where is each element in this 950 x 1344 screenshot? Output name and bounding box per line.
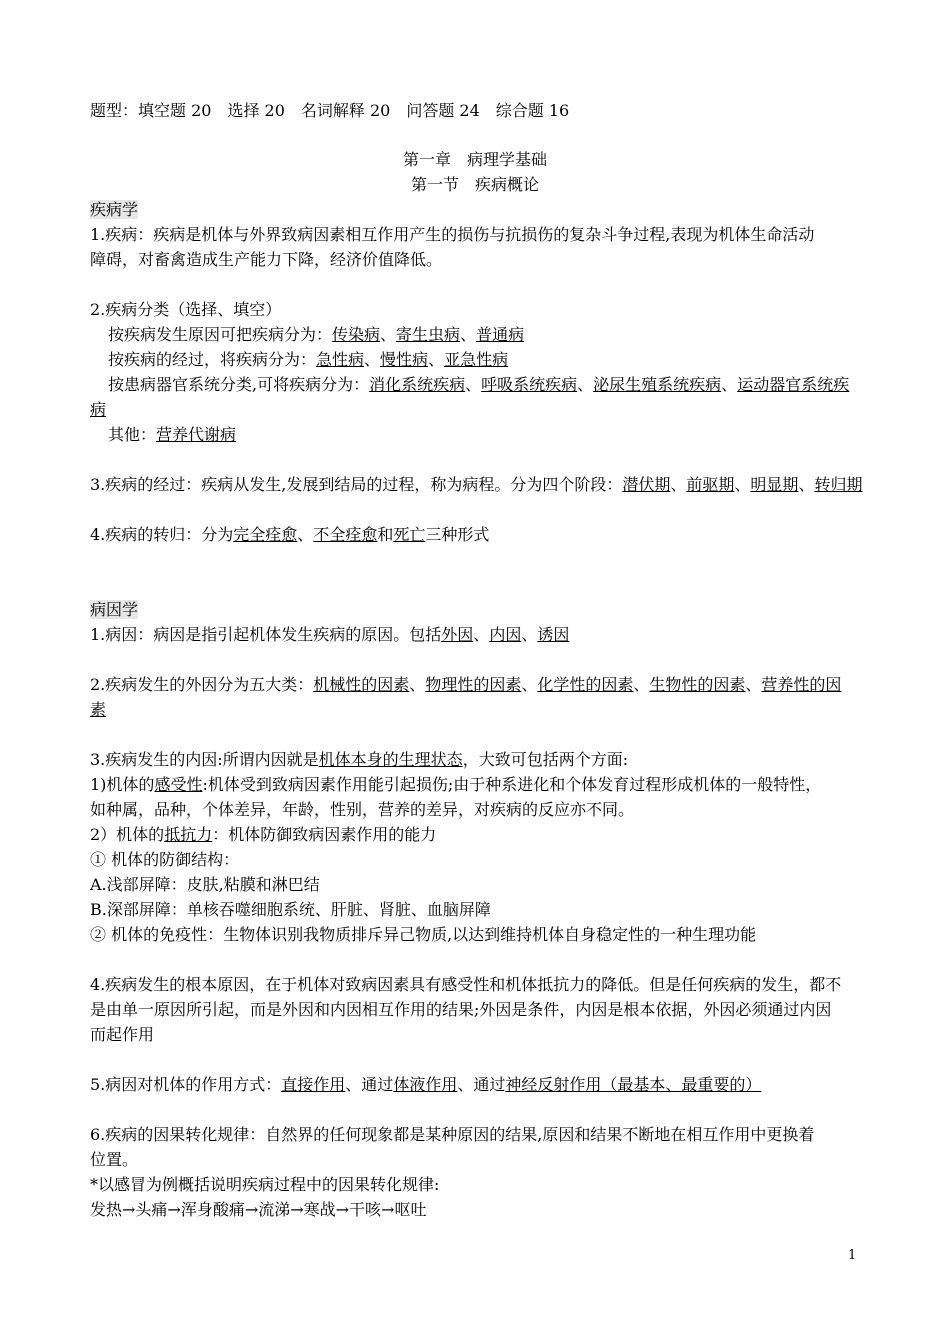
paragraph: 2）机体的抵抗力：机体防御致病因素作用的能力 (90, 825, 437, 844)
paragraph: 按患病器官系统分类,可将疾病分为：消化系统疾病、呼吸系统疾病、泌尿生殖系统疾病、运动器官系统疾 (108, 375, 850, 394)
page-number: 1 (848, 1248, 857, 1263)
section-heading-etiology: 病因学 (90, 600, 139, 619)
paragraph: 病 (90, 400, 107, 419)
paragraph: 6.疾病的因果转化规律：自然界的任何现象都是某种原因的结果,原因和结果不断地在相互作用中更换着 (90, 1125, 815, 1144)
paragraph: 1)机体的感受性:机体受到致病因素作用能引起损伤;由于种系进化和个体发育过程形成机体的一般特性， (90, 775, 822, 794)
paragraph: *以感冒为例概括说明疾病过程中的因果转化规律: (90, 1175, 440, 1194)
paragraph: 4.疾病发生的根本原因，在于机体对致病因素具有感受性和机体抵抗力的降低。但是任何疾病的发生，都不 (90, 975, 842, 994)
paragraph: 3.疾病的经过：疾病从发生,发展到结局的过程，称为病程。分为四个阶段：潜伏期、前驱期、明显期、转归期 (90, 475, 863, 494)
paragraph: 按疾病发生原因可把疾病分为：传染病、寄生虫病、普通病 (108, 325, 525, 344)
paragraph: 5.病因对机体的作用方式：直接作用、通过体液作用、通过神经反射作用（最基本、最重要的） (90, 1075, 762, 1094)
paragraph: 其他：营养代谢病 (108, 425, 237, 444)
paragraph: 素 (90, 700, 107, 719)
paragraph: 4.疾病的转归：分为完全痊愈、不全痊愈和死亡三种形式 (90, 525, 490, 544)
paragraph: 是由单一原因所引起，而是外因和内因相互作用的结果;外因是条件，内因是根本依据，外因必须通过内因 (90, 1000, 832, 1019)
paragraph: 位置。 (90, 1150, 139, 1169)
paragraph: 按疾病的经过，将疾病分为：急性病、慢性病、亚急性病 (108, 350, 509, 369)
chapter-title: 第一章 病理学基础 (402, 150, 547, 169)
paragraph: ① 机体的防御结构： (90, 850, 240, 869)
paragraph: 而起作用 (90, 1025, 155, 1044)
paragraph: 2.疾病分类（选择、填空） (90, 300, 282, 319)
paragraph: A.浅部屏障：皮肤,粘膜和淋巴结 (90, 875, 320, 894)
paragraph: 1.疾病：疾病是机体与外界致病因素相互作用产生的损伤与抗损伤的复杂斗争过程,表现为机体生命活动 (90, 225, 815, 244)
paragraph: B.深部屏障：单核吞噬细胞系统、肝脏、肾脏、血脑屏障 (90, 900, 491, 919)
section-heading-disease: 疾病学 (90, 200, 139, 219)
paragraph: 障碍，对畜禽造成生产能力下降，经济价值降低。 (90, 250, 443, 269)
paragraph: 1.病因：病因是指引起机体发生疾病的原因。包括外因、内因、诱因 (90, 625, 570, 644)
paragraph: 3.疾病发生的内因:所谓内因就是机体本身的生理状态，大致可包括两个方面: (90, 750, 629, 769)
paragraph: 发热→头痛→浑身酸痛→流涕→寒战→干咳→呕吐 (90, 1200, 427, 1219)
paragraph: 如种属，品种，个体差异，年龄，性别，营养的差异，对疾病的反应亦不同。 (90, 800, 635, 819)
paragraph: ② 机体的免疫性：生物体识别我物质排斥异己物质,以达到维持机体自身稳定性的一种生理功能 (90, 925, 757, 944)
section-title: 第一节 疾病概论 (410, 175, 539, 194)
exam-types-line: 题型：填空题 20 选择 20 名词解释 20 问答题 24 综合题 16 (90, 101, 570, 120)
paragraph: 2.疾病发生的外因分为五大类：机械性的因素、物理性的因素、化学性的因素、生物性的因素、营养性的因 (90, 675, 842, 694)
